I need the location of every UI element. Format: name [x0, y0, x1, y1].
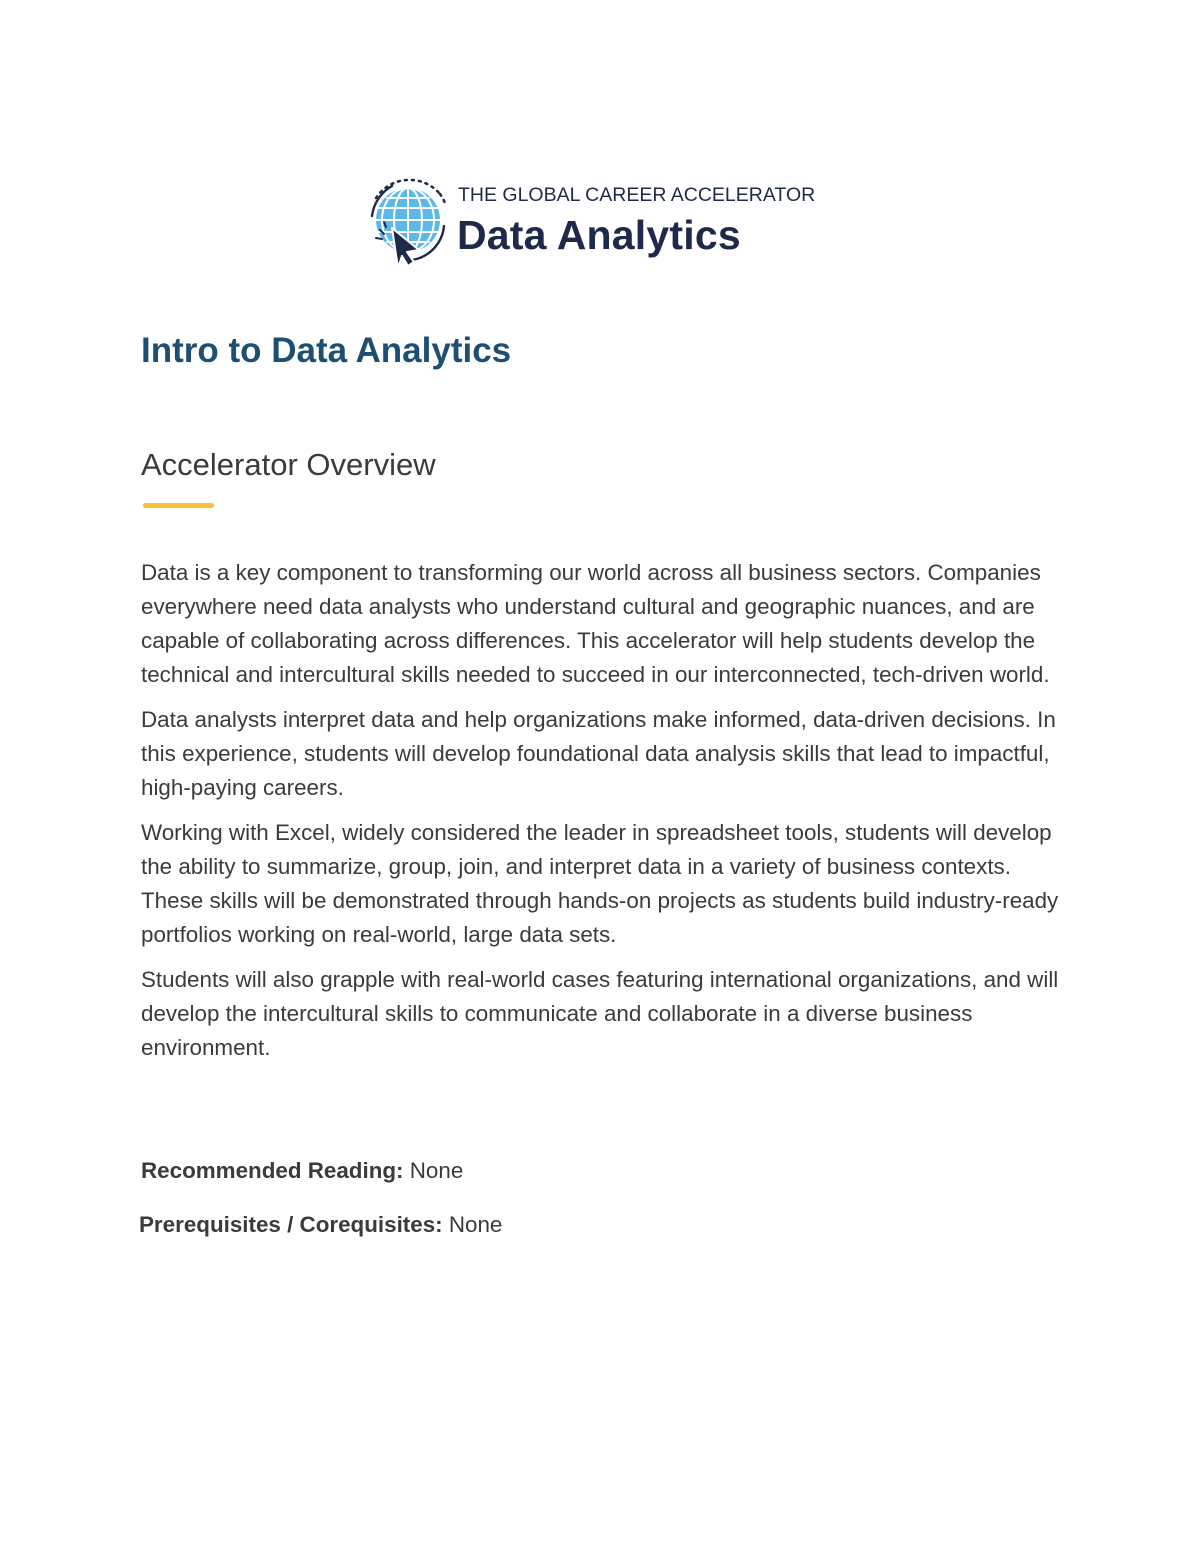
prerequisites-label: Prerequisites / Corequisites:: [139, 1212, 443, 1237]
logo: [362, 176, 842, 272]
accent-divider: [143, 503, 214, 508]
logo-title: Data Analytics: [457, 212, 741, 258]
paragraph: Working with Excel, widely considered the leader in spreadsheet tools, students will develop the ability to summarize, group, join, and interpret data in a variety of business contexts. These skills will be demonstrated through hands-on projects as students build industry-ready portfolios working on real-world, large data sets.: [141, 820, 1059, 947]
section-heading: Accelerator Overview: [141, 447, 436, 482]
recommended-reading-label: Recommended Reading:: [141, 1158, 404, 1183]
prerequisites: [139, 1210, 502, 1240]
prerequisites-value: None: [448, 1212, 503, 1237]
globe-cursor-icon: [362, 176, 454, 272]
paragraph: Students will also grapple with real-world cases featuring international organizations, and will develop the intercultural skills to communicate and collaborate in a diverse business environment.: [141, 967, 1059, 1060]
recommended-reading: [141, 1156, 463, 1186]
recommended-reading-value: None: [409, 1158, 464, 1183]
logo-tagline: THE GLOBAL CAREER ACCELERATOR: [458, 184, 816, 206]
paragraph: Data is a key component to transforming our world across all business sectors. Companies everywhere need data analysts who understand cultural and geographic nuances, and are capable of collaborating across differences. This accelerator will help students develop the technical and intercultural skills needed to succeed in our interconnected, tech-driven world.: [141, 560, 1050, 687]
paragraph: Data analysts interpret data and help organizations make informed, data-driven decisions. In this experience, students will develop foundational data analysis skills that lead to impactful, high-paying careers.: [141, 707, 1056, 800]
overview-body: [141, 556, 1076, 1076]
page-title: Intro to Data Analytics: [141, 331, 512, 370]
